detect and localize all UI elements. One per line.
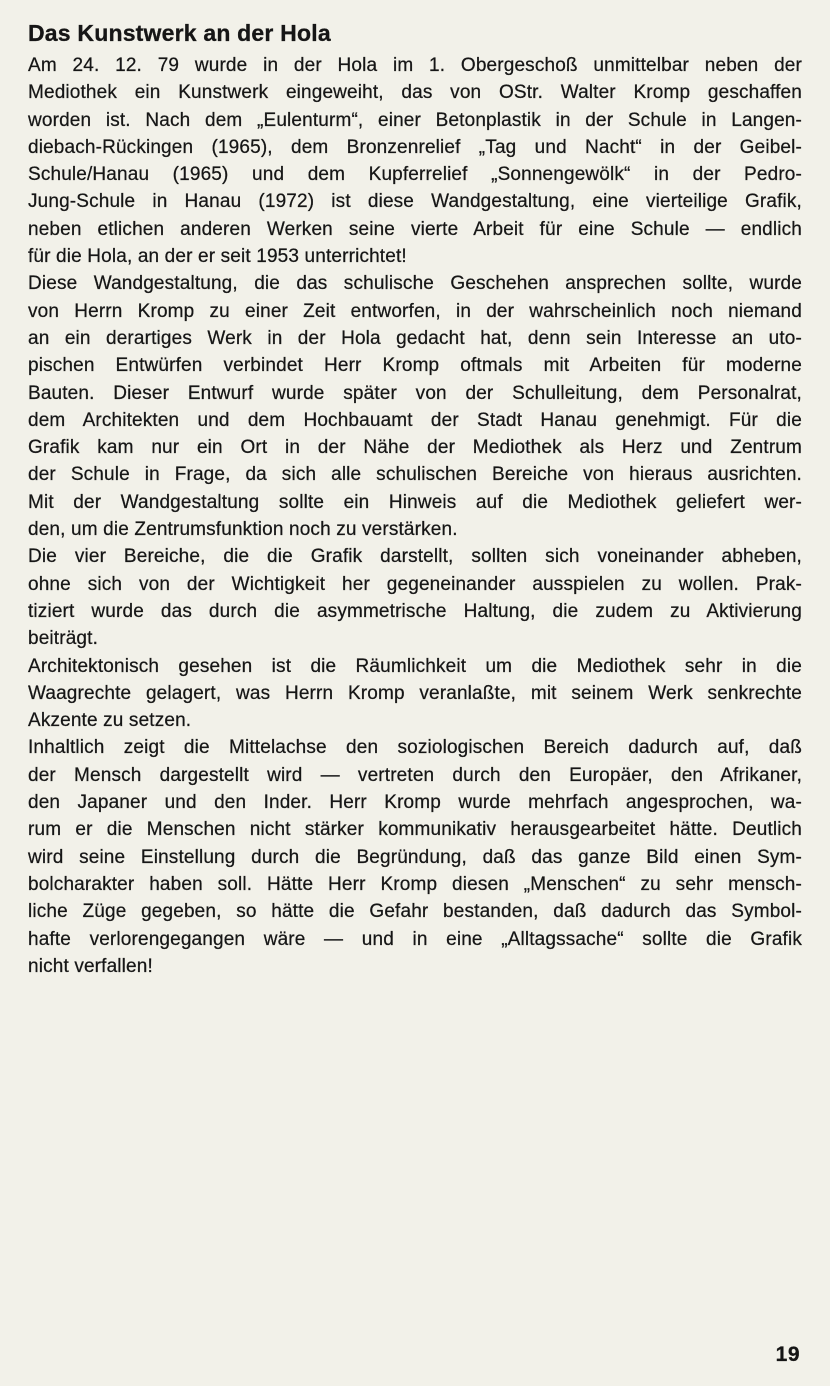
- text-line: Grafik kam nur ein Ort in der Nähe der Mediothek als Herz und Zentrum: [28, 437, 802, 459]
- text-line: Am 24. 12. 79 wurde in der Hola im 1. Obergeschoß unmittelbar neben der: [28, 55, 802, 76]
- text-line: Inhaltlich zeigt die Mittelachse den soziologischen Bereich dadurch auf, daß: [28, 737, 802, 759]
- text-line: der Schule in Frage, da sich alle schulischen Bereiche von hieraus ausrichten.: [28, 464, 802, 486]
- text-line: Schule/Hanau (1965) und dem Kupferrelief „Sonnengewölk“ in der Pedro-: [28, 164, 802, 186]
- text-line: hafte verlorengegangen wäre — und in eine „Alltagssache“ sollte die Grafik: [28, 928, 802, 950]
- text-line: diebach-Rückingen (1965), dem Bronzenrelief „Tag und Nacht“ in der Geibel-: [28, 136, 802, 158]
- section-heading: Das Kunstwerk an der Hola: [28, 20, 331, 46]
- text-line: liche Züge gegeben, so hätte die Gefahr bestanden, daß dadurch das Symbol-: [28, 901, 802, 923]
- text-line: beiträgt.: [28, 628, 99, 650]
- text-line: rum er die Menschen nicht stärker kommunikativ herausgearbeitet hätte. Deutlich: [28, 819, 802, 841]
- body-text: [28, 52, 802, 980]
- text-line: der Mensch dargestellt wird — vertreten durch den Europäer, den Afrikaner,: [28, 764, 802, 786]
- text-line: von Herrn Kromp zu einer Zeit entworfen, in der wahrscheinlich noch niemand: [28, 300, 802, 322]
- text-line: für die Hola, an der er seit 1953 unterrichtet!: [28, 246, 407, 268]
- text-line: an ein derartiges Werk in der Hola gedacht hat, denn sein Interesse an uto-: [28, 327, 802, 349]
- text-line: Bauten. Dieser Entwurf wurde später von der Schulleitung, dem Personalrat,: [28, 382, 802, 404]
- text-line: den Japaner und den Inder. Herr Kromp wurde mehrfach angesprochen, wa-: [28, 792, 802, 814]
- text-line: Mediothek ein Kunstwerk eingeweiht, das von OStr. Walter Kromp geschaffen: [28, 82, 802, 104]
- text-line: Die vier Bereiche, die die Grafik darstellt, sollten sich voneinander abheben,: [28, 546, 802, 568]
- text-line: worden ist. Nach dem „Eulenturm“, einer Betonplastik in der Schule in Langen-: [28, 109, 802, 131]
- text-line: nicht verfallen!: [28, 955, 153, 977]
- text-line: Diese Wandgestaltung, die das schulische Geschehen ansprechen sollte, wurde: [28, 273, 802, 295]
- text-line: den, um die Zentrumsfunktion noch zu verstärken.: [28, 519, 458, 541]
- text-line: bolcharakter haben soll. Hätte Herr Kromp diesen „Menschen“ zu sehr mensch-: [28, 873, 802, 895]
- text-line: Mit der Wandgestaltung sollte ein Hinweis auf die Mediothek geliefert wer-: [28, 491, 802, 513]
- text-column: [28, 19, 802, 980]
- text-line: Akzente zu setzen.: [28, 710, 192, 732]
- text-line: Waagrechte gelagert, was Herrn Kromp veranlaßte, mit seinem Werk senkrechte: [28, 682, 802, 704]
- page-number: 19: [775, 1343, 800, 1366]
- text-line: tiziert wurde das durch die asymmetrische Haltung, die zudem zu Aktivierung: [28, 600, 802, 622]
- text-line: neben etlichen anderen Werken seine vierte Arbeit für eine Schule — endlich: [28, 218, 802, 240]
- text-line: wird seine Einstellung durch die Begründung, daß das ganze Bild einen Sym-: [28, 846, 802, 868]
- text-line: pischen Entwürfen verbindet Herr Kromp oftmals mit Arbeiten für moderne: [28, 355, 802, 377]
- text-line: Jung-Schule in Hanau (1972) ist diese Wandgestaltung, eine vierteilige Grafik,: [28, 191, 802, 213]
- text-line: dem Architekten und dem Hochbauamt der Stadt Hanau genehmigt. Für die: [28, 409, 802, 431]
- text-line: Architektonisch gesehen ist die Räumlichkeit um die Mediothek sehr in die: [28, 655, 802, 677]
- text-line: ohne sich von der Wichtigkeit her gegeneinander ausspielen zu wollen. Prak-: [28, 573, 802, 595]
